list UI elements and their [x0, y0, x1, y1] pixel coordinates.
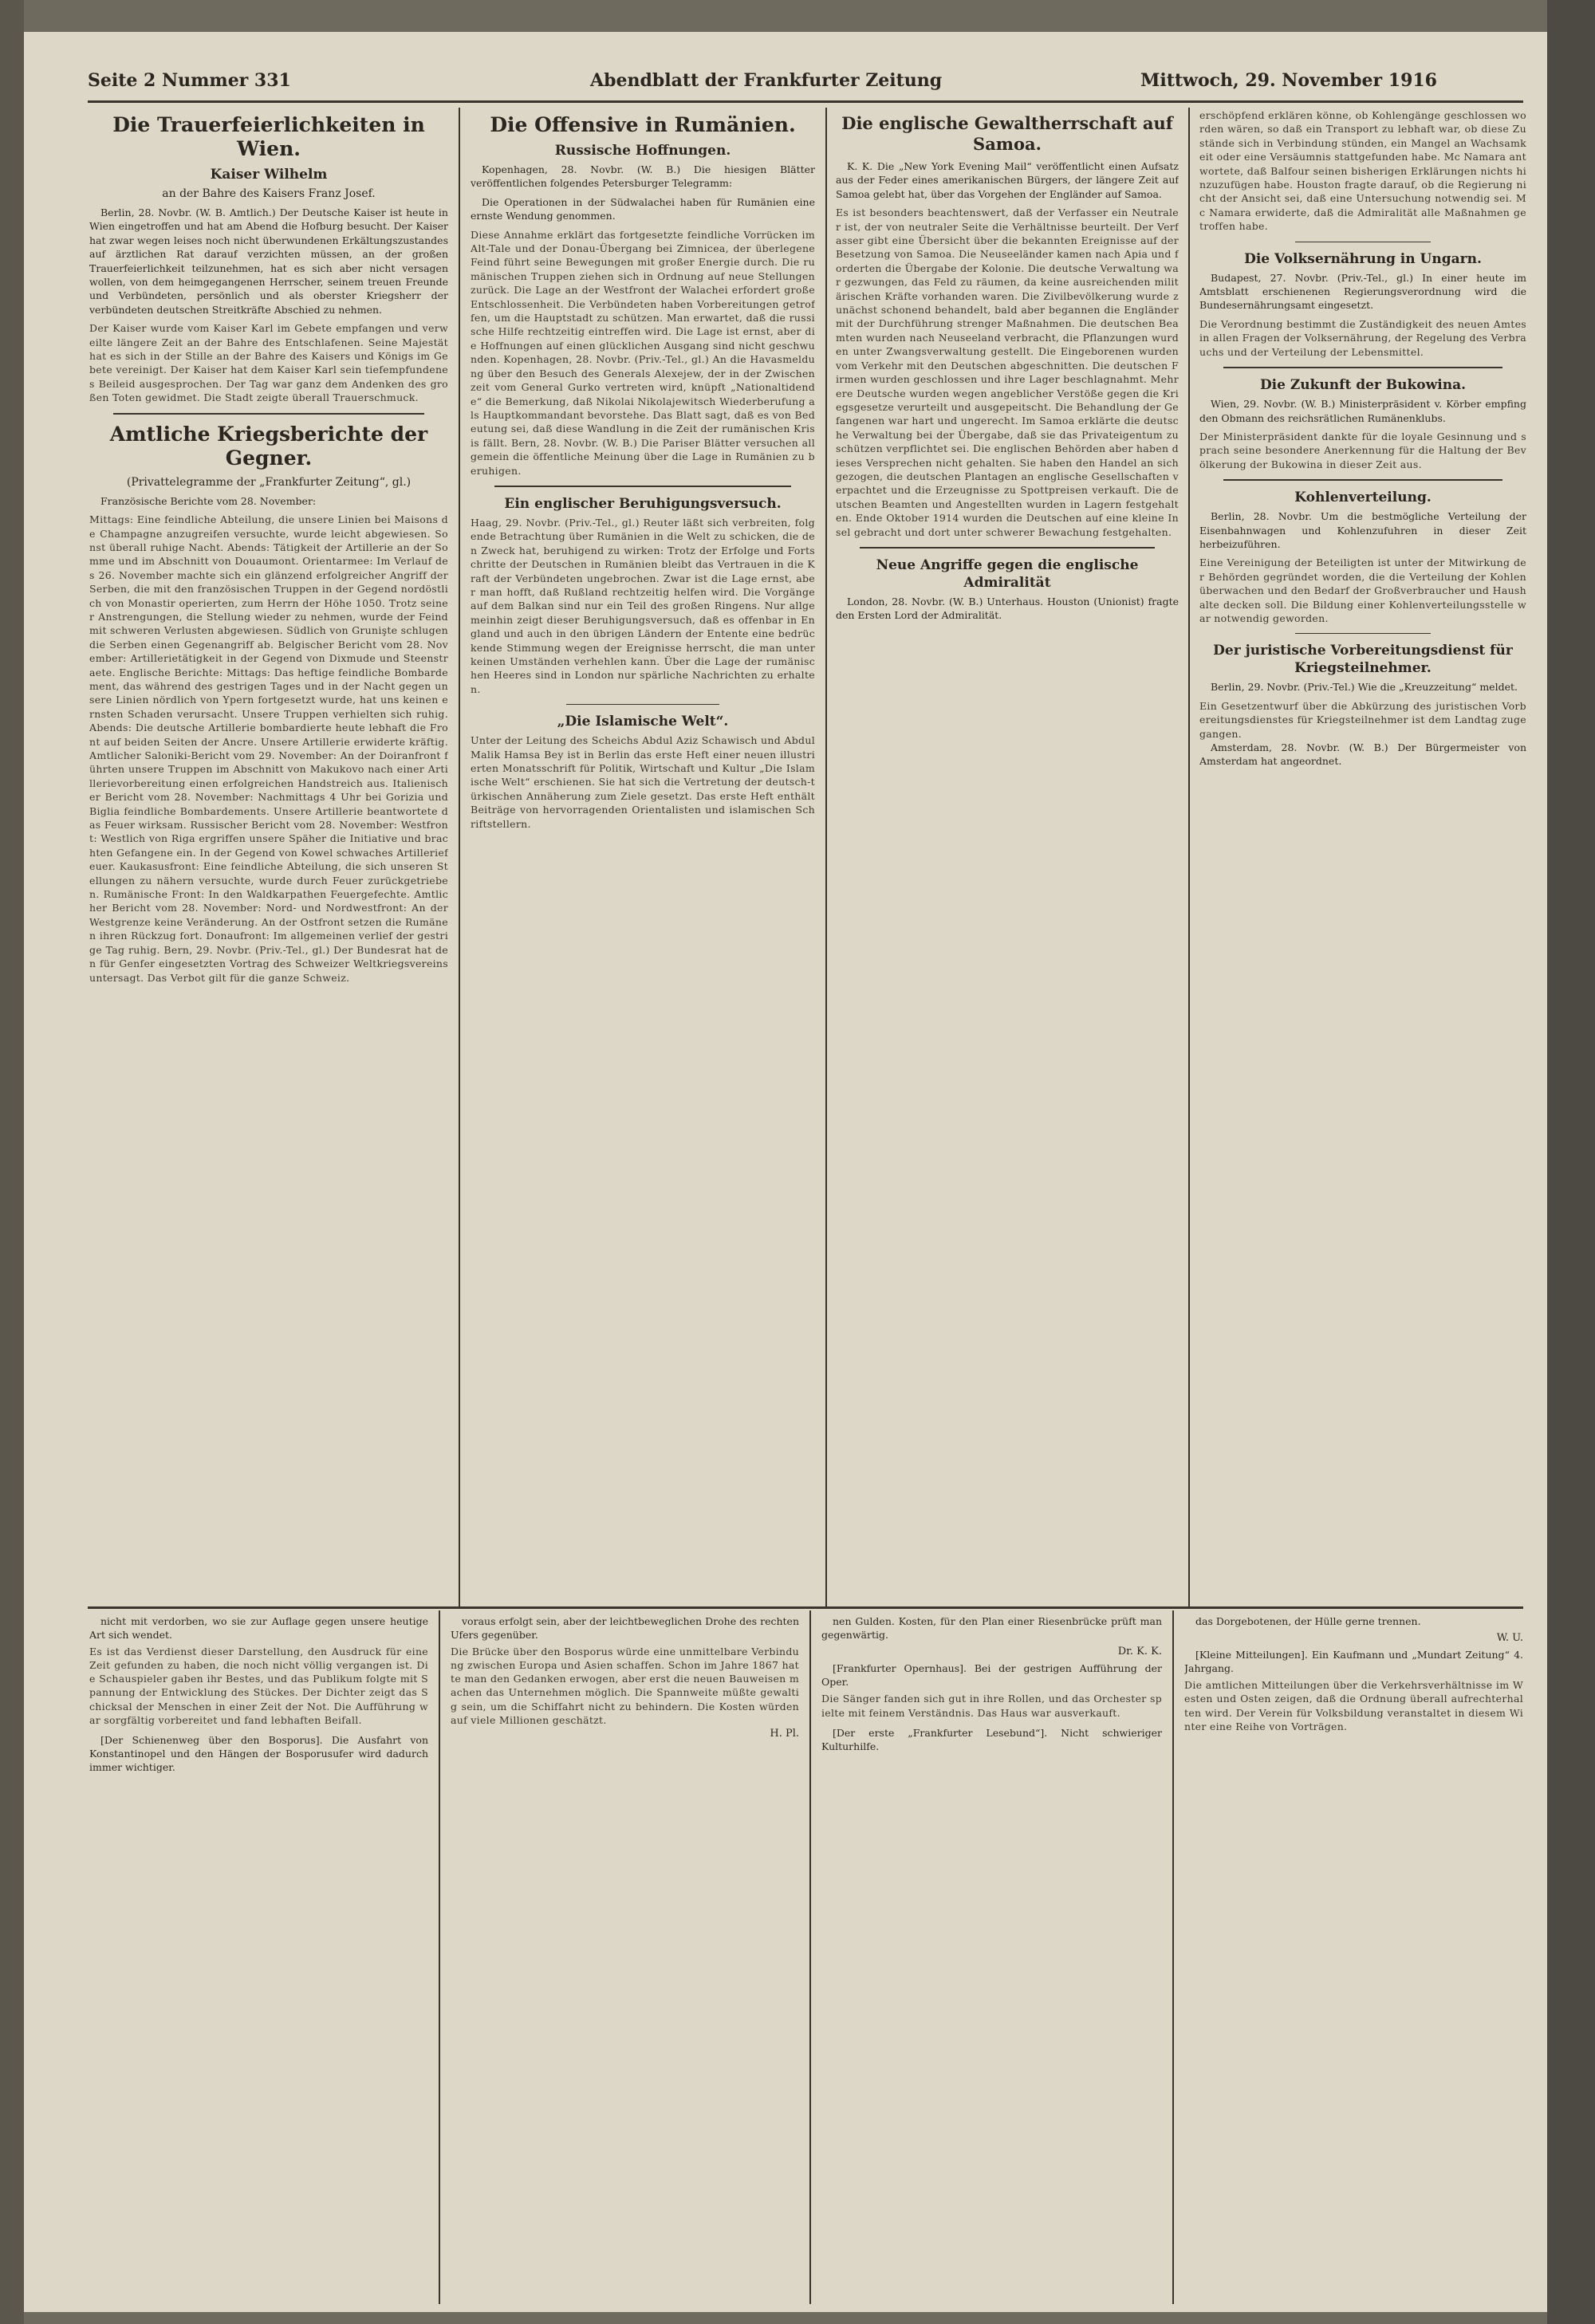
feuilleton-text: Die Sänger fanden sich gut in ihre Rollen, und das Orchester spielte mit feinem Verständnis. Das Haus war ausverkauft. — [821, 1693, 1162, 1719]
feuilleton-heading: [Der erste „Frankfurter Lesebund“]. Nicht schwieriger Kulturhilfe. — [821, 1726, 1162, 1752]
feuilleton-column-1 — [89, 1614, 428, 2300]
section-headline: Die Zukunft der Bukowina. — [1259, 377, 1467, 394]
section-headline: Amtliche Kriegsberichte der Gegner. — [109, 422, 428, 470]
article-text-block: Die Verordnung bestimmt die Zuständigkeit des neuen Amtes in allen Fragen der Volksernährung, der Regelung des Verbrauchs und der Verteilung der Lebensmittel. — [1199, 317, 1526, 358]
article-headline: Die Trauerfeierlichkeiten in Wien. — [112, 113, 425, 160]
article-subheadline: Kaiser Wilhelm — [210, 167, 328, 183]
column-3 — [836, 108, 1179, 1603]
feuilleton-rule-1 — [439, 1610, 440, 2304]
feuilleton-signature: H. Pl. — [770, 1727, 799, 1740]
section-headline: Kohlenverteilung. — [1294, 490, 1432, 506]
feuilleton-column-3 — [821, 1614, 1162, 2300]
article-headline: Die englische Gewaltherrschaft auf Samoa. — [841, 113, 1173, 154]
column-rule-2 — [825, 108, 827, 1606]
article-text-block: Es ist besonders beachtenswert, daß der Verfasser ein Neutraler ist, der von neutraler Seite die Verhältnisse beurteilt. Der Verfasser gibt eine Übersicht über die bekannten Ereignisse auf der Besetzung von Samoa. Die Neuseeländer kamen nach Apia und forderten die Übergabe der Kolonie. Die deutsche Verwaltung war gezwungen, das Feld zu räumen, da keine ausreichenden militärischen Kräfte vorhanden waren. Die Zivilbevölkerung wurde zunächst schonend behandelt, bald aber begannen die Engländer mit der Durchführung strenger Maßnahmen. Die deutschen Beamten wurden nach Neuseeland verbracht, die Pflanzungen wurden unter Zwangsverwaltung gestellt. Die Eingeborenen wurden vom Verkehr mit den Deutschen abgeschnitten. Die deutschen Firmen wurden geschlossen und ihre Lager beschlagnahmt. Mehrere Deutsche wurden wegen angeblicher Verstöße gegen die Kriegsgesetze verurteilt und ausgepeitscht. Die Behandlung der Gefangenen war hart und ungerecht. Im Samoa erklärte die deutsche Verwaltung bei der Übergabe, daß sie das Privateigentum zu schützen verpflichtet sei. Die englischen Behörden aber haben dieses Versprechen nicht gehalten. Sie haben den Handel an sich gezogen, die deutschen Plantagen an englische Gesellschaften verpachtet und die Erzeugnisse zu Spottpreisen verkauft. Die deutschen Beamten und Angestellten wurden in Lagern festgehalten. Ende Oktober 1914 wurden die Deutschen auf eine kleine Insel gebracht und dort unter schwerer Bewachung festgehalten. — [836, 206, 1179, 538]
section-source-note: (Privattelegramme der „Frankfurter Zeitung“, gl.) — [126, 475, 412, 489]
feuilleton-column-2 — [451, 1614, 799, 2300]
article-text-block: Der Ministerpräsident dankte für die loyale Gesinnung und sprach seine besondere Anerkennung für die Haltung der Bevölkerung der Bukowina in dieser Zeit aus. — [1199, 430, 1526, 470]
section-headline: „Die Islamische Welt“. — [557, 714, 729, 730]
feuilleton-text: Die amtlichen Mitteilungen über die Verkehrsverhältnisse im Westen und Osten zeigen, daß die Ordnung überall aufrechterhalten wird. Der Verein für Volksbildung veranstaltet in diesem Winter eine Reihe von Vorträgen. — [1184, 1679, 1523, 1732]
feuilleton-text: Es ist das Verdienst dieser Darstellung, den Ausdruck für eine Zeit gefunden zu haben, die noch nicht völlig vergangen ist. Die Schauspieler gaben ihr Bestes, und das Publikum folgte mit Spannung der Entwicklung des Stückes. Der Dichter zeigt das Schicksal der Menschen in einer Zeit der Not. Die Aufführung war sorgfältig vorbereitet und fand lebhaften Beifall. — [89, 1646, 428, 1726]
feuilleton-paragraph: nicht mit verdorben, wo sie zur Auflage gegen unsere heutige Art sich wendet. — [89, 1615, 428, 1642]
report-text: Mittags: Eine feindliche Abteilung, die unsere Linien bei Maisons de Champagne anzugreifen versuchte, wurde leicht abgewiesen. Sonst überall ruhige Nacht. Abends: Tätigkeit der Artillerie an der Somme und im Abschnitt von Douaumont. Orientarmee: Im Verlauf des 26. November machte sich ein glänzend erfolgreicher Angriff der Serben, die mit den französischen Truppen in der Gegend nordöstlich von Monastir operierten, zum Herrn der Höhe 1050. Trotz seiner Anstrengungen, die Stellung wieder zu nehmen, wurde der Feind mit schweren Verlusten abgewiesen. Südlich von Grunişte schlugen die Serben einen Gegenangriff ab. Belgischer Bericht vom 28. November: Artillerietätigkeit in der Gegend von Dixmude und Steenstraete. Englische Berichte: Mittags: Das heftige feindliche Bombardement, das während des gestrigen Tages und in der Nacht gegen unsere Linien nördlich von Ypern fortgesetzt wurde, hat uns keinen ernsten Schaden verursacht. Unsere Truppen verhielten sich ruhig. Abends: Die deutsche Artillerie bombardierte heute lebhaft die Front auf beiden Seiten der Ancre. Unsere Artillerie erwiderte kräftig. Amtlicher Saloniki-Bericht vom 29. November: An der Doiranfront führten unsere Truppen im Abschnitt von Makukovo nach einer Artillerievorbereitung einen erfolgreichen Handstreich aus. Italienischer Bericht vom 28. November: Nachmittags 4 Uhr bei Gorizia und Biglia feindliche Bombardements. Unsere Artillerie beantwortete das Feuer wirksam. Russischer Bericht vom 28. November: Westfront: Westlich von Riga ergriffen unsere Späher die Initiative und brachten Gefangene ein. In der Gegend von Kowel schwaches Artilleriefeuer. Kaukasusfront: Eine feindliche Abteilung, die sich unseren Stellungen zu nähern versuchte, wurde durch Feuer zurückgetrieben. Rumänische Front: In den Waldkarpathen Feuergefechte. Amtlicher Bericht vom 28. November: Nord- und Nordwestfront: An der Westgrenze keine Veränderung. An der Ostfront setzen die Rumänen ihren Rückzug fort. Donaufront: Im allgemeinen verlief der gestrige Tag ruhig. Bern, 29. Novbr. (Priv.-Tel., gl.) Der Bundesrat hat den für Genfer eingesetzten Vortrag des Schweizer Weltkriegsvereins untersagt. Das Verbot gilt für die ganze Schweiz. — [89, 513, 448, 984]
section-rule — [860, 547, 1155, 549]
column-2 — [471, 108, 815, 1603]
article-text-block: Der Kaiser wurde vom Kaiser Karl im Gebete empfangen und verweilte längere Zeit an der Bahre des Entschlafenen. Seine Majestät hat es sich in der Stille an der Bahre des Kaisers und Königs im Gebete vereinigt. Der Kaiser hat dem Kaiser Karl sein tiefempfundenes Beileid ausgesprochen. Der Tag war ganz dem Andenken des großen Toten gewidmet. Die Stadt zeigte überall Trauerschmuck. — [89, 322, 448, 404]
article-paragraph: Amsterdam, 28. Novbr. (W. B.) Der Bürgermeister von Amsterdam hat angeordnet. — [1199, 741, 1526, 768]
article-text-block: Ein Gesetzentwurf über die Abkürzung des juristischen Vorbereitungsdienstes für Kriegsteilnehmer ist dem Landtag zugegangen. — [1199, 699, 1526, 740]
report-intro: Französische Berichte vom 28. November: — [100, 494, 317, 507]
feuilleton-paragraph: voraus erfolgt sein, aber der leichtbeweglichen Drohe des rechten Ufers gegenüber. — [451, 1615, 799, 1642]
feuilleton-paragraph: nen Gulden. Kosten, für den Plan einer Riesenbrücke prüft man gegenwärtig. — [821, 1615, 1162, 1642]
article-paragraph: K. K. Die „New York Evening Mail“ veröffentlicht einen Aufsatz aus der Feder eines amerikanischen Bürgers, der längere Zeit auf Samoa gelebt hat, über das Vorgehen der Engländer auf Samoa. — [836, 160, 1179, 200]
newspaper-page — [24, 32, 1547, 2312]
column-rule-1 — [459, 108, 460, 1606]
section-rule — [1223, 367, 1502, 368]
article-paragraph: Kopenhagen, 28. Novbr. (W. B.) Die hiesigen Blätter veröffentlichen folgendes Petersburger Telegramm: — [471, 163, 815, 190]
section-headline: Neue Angriffe gegen die englische Admiralität — [876, 556, 1139, 591]
article-paragraph: Die Operationen in der Südwalachei haben für Rumänien eine ernste Wendung genommen. — [471, 195, 815, 222]
article-paragraph: Berlin, 28. Novbr. Um die bestmögliche Verteilung der Eisenbahnwagen und Kohlenzufuhren in dieser Zeit herbeizuführen. — [1199, 510, 1526, 550]
header-publication: Abendblatt der Frankfurter Zeitung — [590, 70, 943, 91]
section-headline: Der juristische Vorbereitungsdienst für Kriegsteilnehmer. — [1213, 643, 1513, 677]
article-text-block: Diese Annahme erklärt das fortgesetzte feindliche Vorrücken im Alt-Tale und der Donau-Übergang bei Zimnicea, der überlegene Feind führt seine Bewegungen mit großer Energie durch. Die rumänischen Truppen ziehen sich in Ordnung auf neue Stellungen zurück. Die Lage an der Westfront der Walachei erfordert große Entschlossenheit. Die Verbündeten haben Vorbereitungen getroffen, um die Hauptstadt zu schützen. Man erwartet, daß die russische Hilfe rechtzeitig eintreffen wird. Die Lage ist ernst, aber die Hoffnungen auf einen glücklichen Ausgang sind nicht geschwunden. Kopenhagen, 28. Novbr. (Priv.-Tel., gl.) An die Havasmeldung über den Besuch des Generals Alexejew, der in der Zwischenzeit vom General Gurko vertreten wird, knüpft „Nationaltidende“ die Bemerkung, daß Nikolai Nikolajewitsch Wiederberufung als Hauptkommandant bevorstehe. Das Blatt sagt, daß es von Bedeutung sei, daß diese Wandlung in die Zeit der rumänischen Krisis fällt. Bern, 28. Novbr. (W. B.) Die Pariser Blätter versuchen allgemein die öffentliche Meinung über die Lage in Rumänien zu beruhigen. — [471, 228, 815, 477]
feuilleton-heading: [Frankfurter Opernhaus]. Bei der gestrigen Aufführung der Oper. — [821, 1662, 1162, 1689]
feuilleton-paragraph: das Dorgebotenen, der Hülle gerne trennen. — [1195, 1615, 1421, 1627]
feuilleton-column-4 — [1184, 1614, 1523, 2300]
article-text-block: Eine Vereinigung der Beteiligten ist unter der Mitwirkung der Behörden gegründet worden, die die Verteilung der Kohlen überwachen und den Bedarf der Großverbraucher und Haushalte decken soll. Die Bildung einer Kohlenverteilungsstelle war notwendig geworden. — [1199, 556, 1526, 624]
article-subheadline: Russische Hoffnungen. — [554, 143, 731, 159]
page-edge — [1547, 0, 1595, 2324]
article-paragraph: Wien, 29. Novbr. (W. B.) Ministerpräsident v. Körber empfing den Obmann des reichsrätlichen Rumänenklubs. — [1199, 398, 1526, 424]
column-rule-3 — [1188, 108, 1190, 1606]
section-headline: Die Volksernährung in Ungarn. — [1244, 250, 1482, 267]
article-text-block: erschöpfend erklären könne, ob Kohlengänge geschlossen worden wären, so daß ein Transport zu lebhaft war, ob diese Zustände sich in Verbindung stünden, ein Mangel an Wachsamkeit oder eine Versäumnis stattgefunden habe. Mc Namara antwortete, daß Balfour seinen bisherigen Erklärungen nichts hinzuzufügen habe. Houston fragte darauf, ob die Regierung nicht der Ansicht sei, daß eine Untersuchung notwendig sei. Mc Namara erwiderte, daß die Admiralität alle Maßnahmen getroffen habe. — [1199, 109, 1526, 233]
feuilleton-rule-2 — [809, 1610, 811, 2304]
header-rule — [88, 100, 1523, 103]
feuilleton-heading: [Kleine Mitteilungen]. Ein Kaufmann und „Mundart Zeitung“ 4. Jahrgang. — [1184, 1649, 1523, 1675]
article-paragraph: Budapest, 27. Novbr. (Priv.-Tel., gl.) In einer heute im Amtsblatt erschienenen Regierungsverordnung wird die Bundesernährungsamt eingesetzt. — [1199, 271, 1526, 312]
section-rule — [1295, 633, 1431, 634]
article-text-block: Haag, 29. Novbr. (Priv.-Tel., gl.) Reuter läßt sich verbreiten, folgende Betrachtung über Rumänien in die Welt zu schicken, die den Zweck hat, beruhigend zu wirken: Trotz der Erfolge und Fortschritte der Deutschen in Rumänien bleibt das Vertrauen in die Kraft der Verbündeten ungebrochen. Zwar ist die Lage ernst, aber man hofft, daß Rußland rechtzeitig helfen wird. Die Vorgänge auf dem Balkan sind nur ein Teil des großen Ringens. Nur allgemeinhin zeigt dieser Beruhigungsversuch, daß es offenbar in England und auch in den übrigen Ländern der Entente eine bedrückende Stimmung wegen der Ereignisse herrscht, die man unter keinen Umständen verhehlen kann. Über die Lage der rumänischen Heeres sind in London nur spärliche Nachrichten zu erhalten. — [471, 516, 815, 695]
header-date: Mittwoch, 29. November 1916 — [1140, 70, 1437, 91]
feuilleton-signature: Dr. K. K. — [1117, 1646, 1162, 1658]
section-rule — [566, 704, 719, 705]
feuilleton-heading: [Der Schienenweg über den Bosporus]. Die Ausfahrt von Konstantinopel und den Hängen der Bosporusufer wird dadurch immer wichtiger. — [89, 1733, 428, 1773]
feuilleton-rule — [88, 1606, 1523, 1609]
article-text-block: Unter der Leitung des Scheichs Abdul Aziz Schawisch und Abdul Malik Hamsa Bey ist in Berlin das erste Heft einer neuen illustrierten Monatsschrift für Politik, Wirtschaft und Kultur „Die Islamische Welt“ erschienen. Sie hat sich die Vertretung der deutsch-türkischen Annäherung zum Ziele gesetzt. Das erste Heft enthält Beiträge von hervorragenden Orientalisten und islamischen Schriftstellern. — [471, 734, 815, 830]
article-headline: Die Offensive in Rumänien. — [490, 113, 796, 136]
column-4 — [1199, 108, 1526, 1603]
column-1 — [89, 108, 448, 1603]
feuilleton-rule-3 — [1172, 1610, 1174, 2304]
header-page-number: Seite 2 Nummer 331 — [88, 70, 291, 91]
article-paragraph: London, 28. Novbr. (W. B.) Unterhaus. Houston (Unionist) fragte den Ersten Lord der Admiralität. — [836, 595, 1179, 622]
article-paragraph: Berlin, 29. Novbr. (Priv.-Tel.) Wie die „Kreuzzeitung“ meldet. — [1211, 681, 1518, 694]
feuilleton-text: Die Brücke über den Bosporus würde eine unmittelbare Verbindung zwischen Europa und Asien schaffen. Schon im Jahre 1867 hatte man den Gedanken erwogen, aber erst die neuen Bauweisen machen das Unternehmen möglich. Die Spannweite müßte gewaltig sein, um die Schiffahrt nicht zu behindern. Die Kosten würden auf viele Millionen geschätzt. — [451, 1646, 799, 1726]
section-rule — [494, 486, 791, 487]
article-paragraph: Berlin, 28. Novbr. (W. B. Amtlich.) Der Deutsche Kaiser ist heute in Wien eingetroffen und hat am Abend die Hofburg besucht. Der Kaiser hat zwar wegen leises noch nicht überwundenen Erkältungszustandes auf ärztlichen Rat darauf verzichten müssen, an der großen Trauerfeierlichkeit teilzunehmen, hat es sich aber nicht versagen wollen, von dem heimgegangenen Herrscher, seinem treuen Freunde und Verbündeten, persönlich und als oberster Kriegsherr der verbündeten deutschen Streitkräfte Abschied zu nehmen. — [89, 206, 448, 316]
section-headline: Ein englischer Beruhigungsversuch. — [504, 495, 782, 512]
section-rule — [1223, 479, 1502, 481]
page-header — [88, 64, 1507, 96]
article-deck: an der Bahre des Kaisers Franz Josef. — [162, 187, 376, 200]
book-spine — [0, 0, 24, 2324]
section-rule — [113, 413, 424, 415]
feuilleton-signature: W. U. — [1496, 1632, 1523, 1645]
